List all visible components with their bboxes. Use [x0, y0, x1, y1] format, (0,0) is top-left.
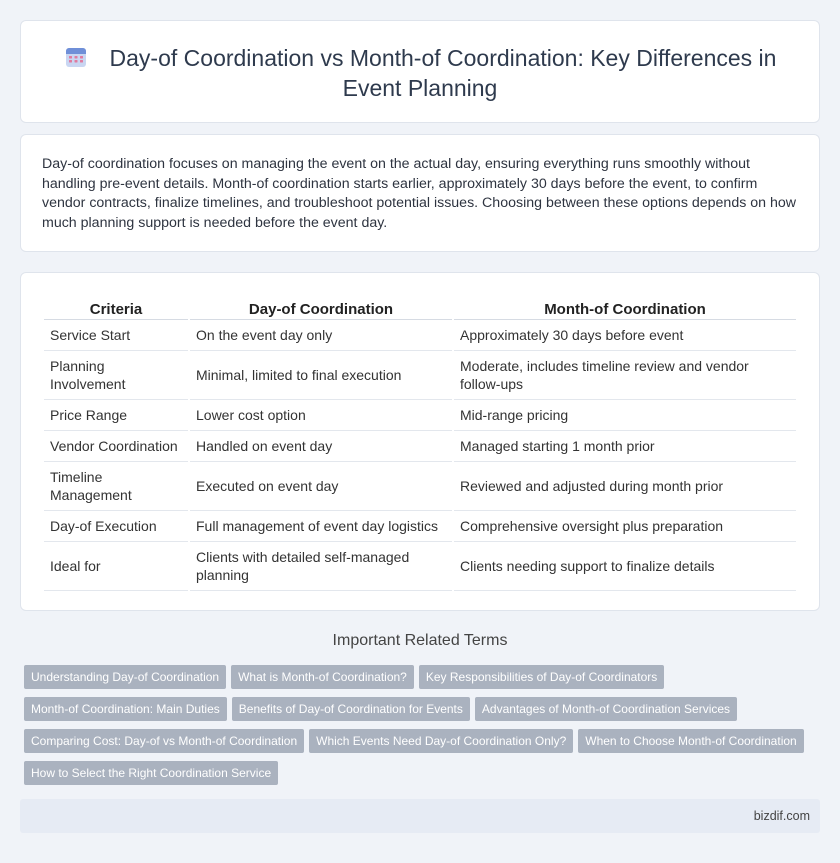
- table-cell: Approximately 30 days before event: [454, 320, 796, 351]
- table-row: [44, 511, 796, 542]
- related-term-tag[interactable]: Key Responsibilities of Day-of Coordinators: [419, 665, 664, 689]
- table-header: Month-of Coordination: [454, 296, 796, 320]
- table-cell: Clients with detailed self-managed planning: [190, 542, 452, 591]
- related-term-tag[interactable]: Benefits of Day-of Coordination for Events: [232, 697, 470, 721]
- related-terms-heading: Important Related Terms: [332, 632, 508, 649]
- table-cell: Service Start: [44, 320, 188, 351]
- table-header: Day-of Coordination: [190, 296, 452, 320]
- table-header: Criteria: [44, 296, 188, 320]
- footer-site-link[interactable]: bizdif.com: [753, 809, 810, 823]
- table-cell: Day-of Execution: [44, 511, 188, 542]
- table-cell: Vendor Coordination: [44, 431, 188, 462]
- table-cell: Price Range: [44, 400, 188, 431]
- table-row: [44, 400, 796, 431]
- table-row: [44, 462, 796, 511]
- page-title: [21, 43, 819, 103]
- table-cell: Timeline Management: [44, 462, 188, 511]
- table-cell: Clients needing support to finalize details: [454, 542, 796, 591]
- table-cell: Managed starting 1 month prior: [454, 431, 796, 462]
- table-cell: Mid-range pricing: [454, 400, 796, 431]
- related-terms-list: [24, 665, 814, 793]
- intro-card: [20, 134, 820, 252]
- table-row: [44, 431, 796, 462]
- table-cell: Full management of event day logistics: [190, 511, 452, 542]
- related-term-tag[interactable]: Month-of Coordination: Main Duties: [24, 697, 227, 721]
- table-row: [44, 542, 796, 591]
- table-cell: Minimal, limited to final execution: [190, 351, 452, 400]
- related-term-tag[interactable]: Understanding Day-of Coordination: [24, 665, 226, 689]
- comparison-card: [20, 272, 820, 611]
- table-cell: Handled on event day: [190, 431, 452, 462]
- calendar-icon: [64, 45, 88, 69]
- title-card: [20, 20, 820, 123]
- table-cell: Comprehensive oversight plus preparation: [454, 511, 796, 542]
- table-cell: Lower cost option: [190, 400, 452, 431]
- table-cell: Reviewed and adjusted during month prior: [454, 462, 796, 511]
- related-term-tag[interactable]: When to Choose Month-of Coordination: [578, 729, 803, 753]
- table-cell: Moderate, includes timeline review and vendor follow-ups: [454, 351, 796, 400]
- related-term-tag[interactable]: How to Select the Right Coordination Service: [24, 761, 278, 785]
- table-cell: Planning Involvement: [44, 351, 188, 400]
- related-term-tag[interactable]: What is Month-of Coordination?: [231, 665, 414, 689]
- comparison-table: [42, 296, 798, 591]
- footer: [20, 799, 820, 833]
- table-row: [44, 320, 796, 351]
- related-term-tag[interactable]: Advantages of Month-of Coordination Services: [475, 697, 737, 721]
- table-row: [44, 351, 796, 400]
- related-term-tag[interactable]: Which Events Need Day-of Coordination Only?: [309, 729, 573, 753]
- table-cell: Ideal for: [44, 542, 188, 591]
- table-cell: On the event day only: [190, 320, 452, 351]
- page-title-text: Day-of Coordination vs Month-of Coordination: Key Differences in Event Planning: [109, 45, 777, 101]
- table-cell: Executed on event day: [190, 462, 452, 511]
- intro-paragraph: Day-of coordination focuses on managing the event on the actual day, ensuring everything runs smoothly without handling pre-event details. Month-of coordination starts earlier, approximately 30 days before the event, to confirm vendor contracts, finalize timelines, and troubleshoot potential issues. Choosing between these options depends on how much planning support is needed before the event day.: [42, 156, 796, 231]
- related-term-tag[interactable]: Comparing Cost: Day-of vs Month-of Coordination: [24, 729, 304, 753]
